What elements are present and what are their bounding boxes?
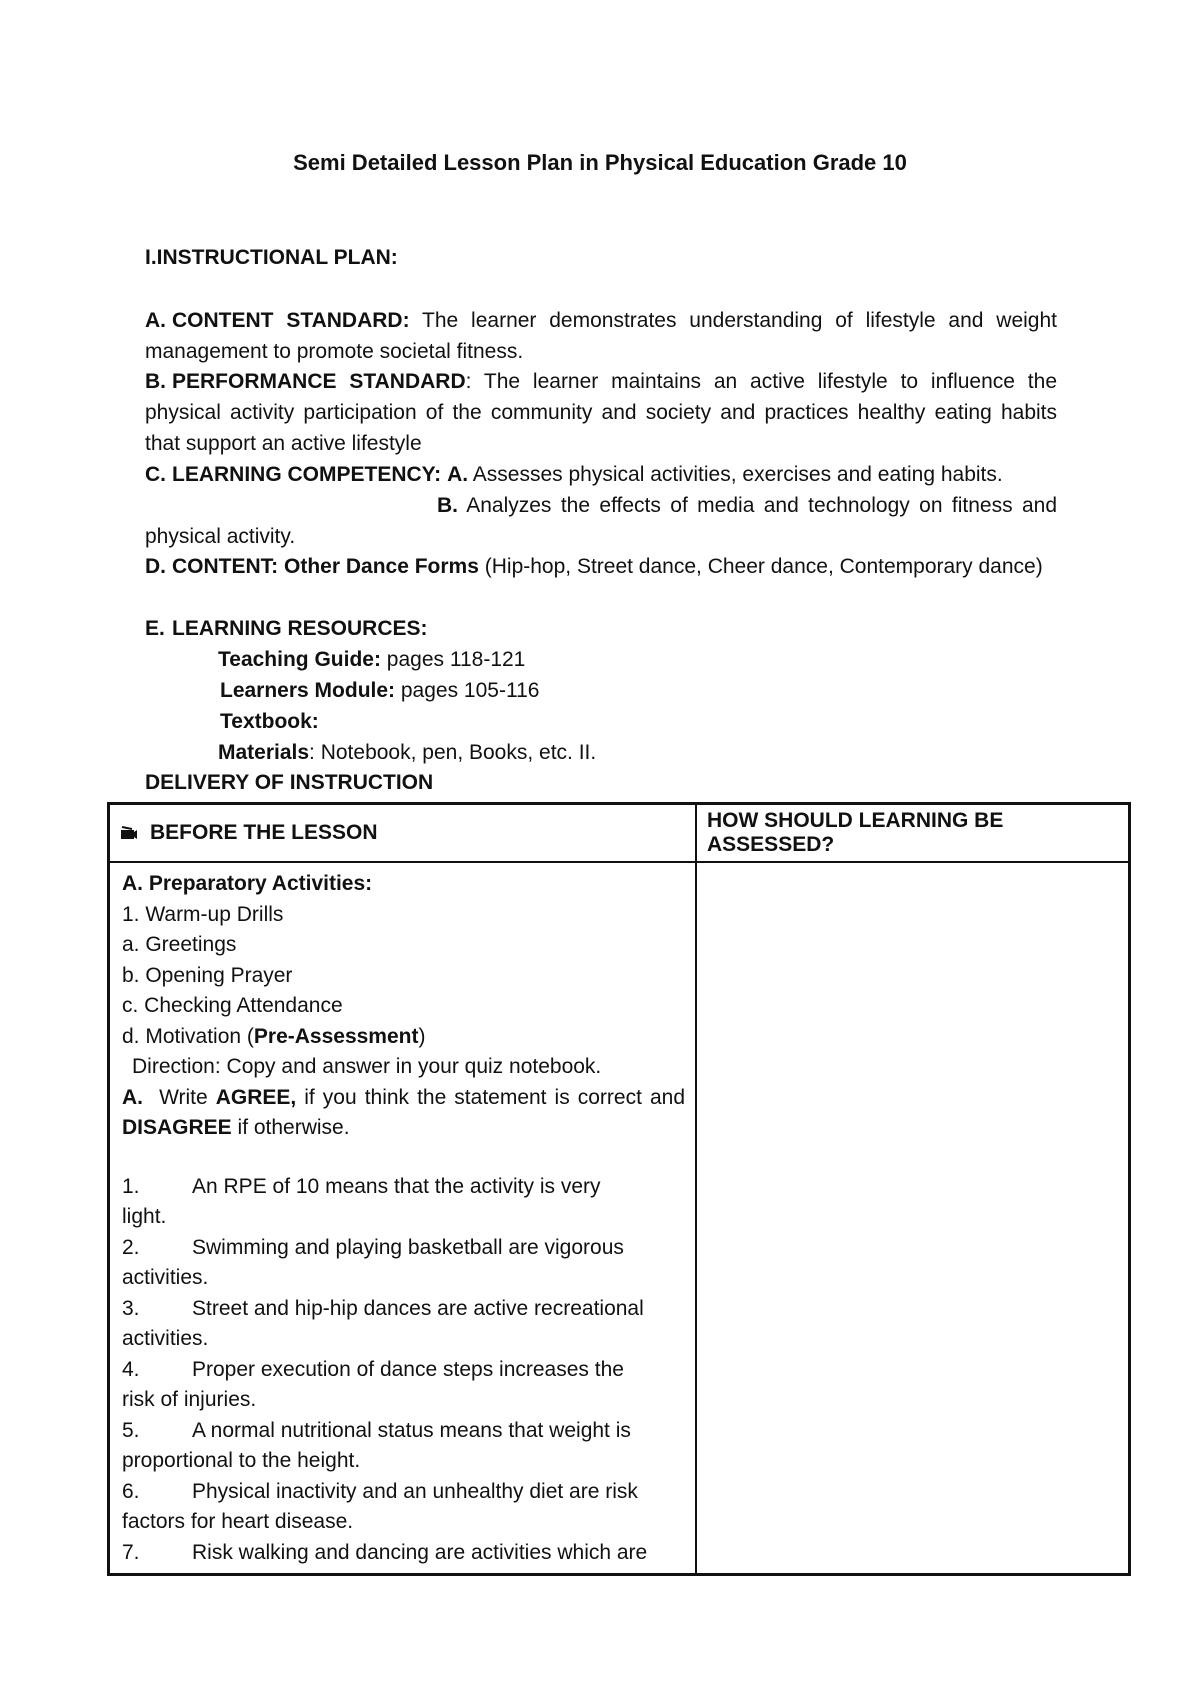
content-label: CONTENT: [172, 555, 279, 578]
question-item [122, 1172, 687, 1203]
content-standard: A. CONTENT STANDARD: The learner demonstrates understanding of lifestyle and weight management to promote societal fitness. [145, 309, 1058, 363]
competency-b: B. Analyzes the effects of media and technology on fitness and [437, 494, 1057, 517]
question-number: 1. [122, 1174, 140, 1198]
question-continuation: light. [122, 1205, 167, 1228]
question-number: 3. [122, 1296, 140, 1320]
performance-standard: B. PERFORMANCE STANDARD: The learner maintains an active lifestyle to influence the physical activity participation of the community and society and practices healthy eating habits that support an active lifestyle [145, 370, 1057, 455]
camera-icon [120, 822, 138, 836]
content-text: (Hip-hop, Street dance, Cheer dance, Contemporary dance) [478, 555, 1043, 578]
question-item [122, 1416, 687, 1447]
section-heading: I.INSTRUCTIONAL PLAN: [145, 246, 398, 269]
question-text: An RPE of 10 means that the activity is very [192, 1174, 601, 1198]
question-item [122, 1538, 687, 1569]
question-number: 6. [122, 1479, 140, 1503]
question-number: 7. [122, 1540, 140, 1564]
lesson-table [107, 802, 1131, 1576]
list-item: b. Opening Prayer [122, 963, 293, 987]
question-text: A normal nutritional status means that weight is [192, 1418, 631, 1442]
direction-text: Direction: Copy and answer in your quiz notebook. [132, 1055, 602, 1078]
content-bold-text: Other Dance Forms [278, 555, 479, 578]
question-text: Risk walking and dancing are activities which are [192, 1540, 648, 1564]
materials: Materials: Notebook, pen, Books, etc. II. [218, 741, 597, 764]
before-lesson-cell [109, 862, 697, 1575]
list-item: c. Checking Attendance [122, 994, 343, 1017]
learning-competency: C. LEARNING COMPETENCY: A. Assesses physical activities, exercises and eating habits. [145, 463, 1003, 486]
performance-standard-text: : The learner maintains an active lifestyle to influence the physical activity participation of the community and society and practices healthy eating habits that support an active lifestyle [145, 370, 1057, 455]
question-continuation: activities. [122, 1327, 209, 1350]
motivation-item: d. Motivation (Pre-Assessment) [122, 1024, 426, 1048]
question-number: 5. [122, 1418, 140, 1442]
questions-list [122, 1172, 687, 1569]
content-standard-text: The learner demonstrates understanding of lifestyle and weight management to promote societal fitness. [145, 309, 1058, 363]
learning-competency-label: LEARNING COMPETENCY: [172, 463, 442, 486]
question-text: Proper execution of dance steps increases the [192, 1357, 624, 1381]
content-standard-label: CONTENT STANDARD: [172, 309, 410, 332]
content-section: D. CONTENT: Other Dance Forms (Hip-hop, Street dance, Cheer dance, Contemporary dance) [145, 555, 1043, 578]
question-item [122, 1233, 687, 1264]
question-item [122, 1477, 687, 1508]
list-item: 1. Warm-up Drills [122, 902, 284, 926]
table-body-row [109, 862, 1130, 1575]
page-title: Semi Detailed Lesson Plan in Physical Education Grade 10 [293, 150, 907, 175]
teaching-guide: Teaching Guide: pages 118-121 [218, 648, 526, 671]
question-item [122, 1355, 687, 1386]
competency-a-text: Assesses physical activities, exercises and eating habits. [468, 463, 1003, 486]
learning-resources-heading: E. LEARNING RESOURCES: [145, 617, 428, 640]
question-item [122, 1294, 687, 1325]
question-continuation: activities. [122, 1266, 209, 1289]
preparatory-title: A. Preparatory Activities: [122, 872, 373, 895]
delivery-heading: DELIVERY OF INSTRUCTION [145, 771, 434, 794]
question-continuation: proportional to the height. [122, 1449, 361, 1472]
question-number: 2. [122, 1235, 140, 1259]
question-text: Physical inactivity and an unhealthy diet are risk [192, 1479, 638, 1503]
instruction-text: A. Write AGREE, if you think the statement is correct and DISAGREE if otherwise. [122, 1085, 685, 1139]
performance-standard-label: PERFORMANCE STANDARD [172, 370, 466, 393]
before-lesson-header: BEFORE THE LESSON [109, 804, 697, 863]
competency-b-continued: physical activity. [145, 525, 296, 548]
question-text: Swimming and playing basketball are vigorous [192, 1235, 624, 1259]
assessment-header: HOW SHOULD LEARNING BE ASSESSED? [696, 804, 1130, 863]
competency-b-text: Analyzes the effects of media and technology on fitness and [458, 494, 1057, 517]
table-header-row [109, 804, 1130, 863]
assessment-cell [696, 862, 1130, 1575]
question-continuation: risk of injuries. [122, 1388, 257, 1411]
question-text: Street and hip-hip dances are active recreational [192, 1296, 644, 1320]
list-item: a. Greetings [122, 933, 237, 956]
textbook: Textbook: [220, 710, 319, 733]
question-number: 4. [122, 1357, 140, 1381]
question-continuation: factors for heart disease. [122, 1510, 354, 1533]
learners-module: Learners Module: pages 105-116 [220, 679, 540, 702]
